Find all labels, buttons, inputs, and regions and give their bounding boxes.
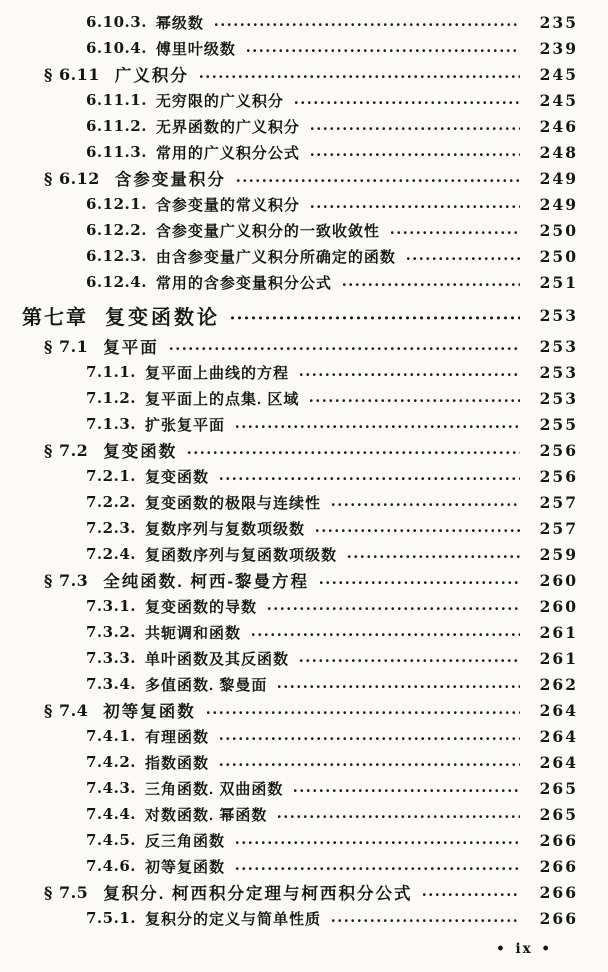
toc-entry-number: 第七章: [22, 306, 88, 329]
toc-entry: [44, 437, 578, 463]
toc-entry: [86, 191, 578, 217]
toc-entry-page: 259: [539, 544, 578, 564]
toc-entry-number: 7.2.4.: [86, 545, 136, 563]
toc-entry-page: 266: [539, 882, 578, 902]
toc-entry: [44, 61, 578, 87]
dot-leader: [298, 359, 520, 385]
toc-entry-title: 含参变量积分: [114, 171, 226, 189]
toc-entry-number: 7.4.3.: [86, 779, 136, 797]
toc-entry-number: § 7.3: [44, 570, 89, 590]
toc-entry-page: 265: [539, 804, 578, 824]
toc-entry-title: 指数函数: [144, 754, 209, 772]
toc-entry-page: 253: [539, 305, 578, 325]
toc-entry-page: 266: [539, 830, 578, 850]
toc-entry-number: § 7.1: [44, 336, 89, 356]
toc-entry-title: 傅里叶级数: [155, 40, 236, 58]
toc-entry-title: 扩张复平面: [144, 416, 225, 434]
page-footer: [496, 941, 552, 957]
dot-leader: [218, 723, 520, 749]
toc-entry-number: 7.1.3.: [86, 415, 136, 433]
toc-entry-number: 6.12.1.: [86, 195, 147, 213]
toc-entry: [86, 35, 578, 61]
dot-leader: [234, 827, 520, 853]
toc-entry-page: 250: [539, 246, 578, 266]
toc-entry: [86, 723, 578, 749]
dot-leader: [235, 165, 520, 191]
toc-entry: [86, 541, 578, 567]
toc-entry-title: 含参变量的常义积分: [155, 196, 300, 214]
toc-entry: [44, 333, 578, 359]
toc-entry-page: 266: [539, 856, 578, 876]
toc-entry: [86, 411, 578, 437]
toc-entry: [86, 827, 578, 853]
toc-entry-title: 复函数序列与复函数项级数: [144, 546, 337, 564]
toc-entry-number: 7.3.1.: [86, 597, 136, 615]
toc-entry-page: 245: [539, 64, 578, 84]
toc-entry-page: 257: [539, 492, 578, 512]
toc-entry: [86, 243, 578, 269]
toc-entry-page: 262: [539, 674, 578, 694]
toc-entry-number: 7.4.6.: [86, 857, 136, 875]
dot-leader: [346, 541, 520, 567]
toc-entry-title: 复变函数的极限与连续性: [144, 494, 321, 512]
toc-entry-page: 260: [539, 570, 578, 590]
toc-entry-title: 复变函数: [103, 443, 178, 461]
toc-entry-title: 复平面: [103, 339, 159, 357]
toc-entry: [86, 489, 578, 515]
toc-entry-number: 6.12.3.: [86, 247, 147, 265]
toc-entry-page: 265: [539, 778, 578, 798]
toc-entry: [86, 619, 578, 645]
toc-entry-title: 三角函数. 双曲函数: [144, 780, 284, 798]
toc-entry-title: 有理函数: [144, 728, 209, 746]
toc-entry-title: 由含参变量广义积分所确定的函数: [155, 248, 396, 266]
toc-entry-title: 幂级数: [155, 14, 204, 32]
toc-entry-number: 6.11.2.: [86, 117, 147, 135]
dot-leader: [245, 35, 520, 61]
dot-leader: [276, 671, 520, 697]
toc-entry-page: 256: [539, 440, 578, 460]
dot-leader: [330, 489, 520, 515]
dot-leader: [205, 697, 520, 723]
toc-entry-title: 反三角函数: [144, 832, 225, 850]
toc-entry-number: 7.3.3.: [86, 649, 136, 667]
toc-entry-page: 264: [539, 752, 578, 772]
toc-entry-title: 对数函数. 幂函数: [144, 806, 268, 824]
toc-entry-page: 255: [539, 414, 578, 434]
toc-entry: [86, 269, 578, 295]
dot-leader: [309, 113, 520, 139]
toc-entry: [86, 87, 578, 113]
toc-entry-page: 261: [539, 622, 578, 642]
toc-entry-number: 6.10.3.: [86, 13, 147, 31]
footer-page-number: • ix •: [496, 941, 552, 957]
toc-entry: [22, 297, 578, 333]
toc-entry-title: 复积分的定义与简单性质: [144, 910, 321, 928]
toc-entry-title: 常用的含参变量积分公式: [155, 274, 332, 292]
toc-entry-page: 266: [539, 908, 578, 928]
dot-leader: [218, 463, 520, 489]
toc-entry: [44, 697, 578, 723]
dot-leader: [292, 775, 520, 801]
toc-entry-page: 246: [539, 116, 578, 136]
toc-entry: [86, 463, 578, 489]
dot-leader: [186, 437, 520, 463]
toc-entry: [86, 853, 578, 879]
toc-entry-title: 复变函数: [144, 468, 209, 486]
toc-entry: [86, 139, 578, 165]
toc-entry: [86, 775, 578, 801]
toc-entry: [86, 671, 578, 697]
toc-entry: [86, 515, 578, 541]
toc-entry-title: 含参变量广义积分的一致收敛性: [155, 222, 380, 240]
toc-entry-page: 251: [539, 272, 578, 292]
toc-entry: [86, 9, 578, 35]
toc-entry-number: § 6.11: [44, 64, 100, 84]
toc-entry-title: 多值函数. 黎曼面: [144, 676, 268, 694]
toc-entry: [86, 801, 578, 827]
toc-entry: [86, 749, 578, 775]
toc-entry-page: 264: [539, 700, 578, 720]
toc-entry-page: 235: [539, 12, 578, 32]
dot-leader: [318, 567, 520, 593]
toc-entry-title: 无界函数的广义积分: [155, 118, 300, 136]
toc-entry: [44, 165, 578, 191]
toc-entry-page: 248: [539, 142, 578, 162]
dot-leader: [234, 853, 520, 879]
toc-entry-page: 249: [539, 168, 578, 188]
toc-entry-page: 253: [539, 362, 578, 382]
toc-entry-title: 无穷限的广义积分: [155, 92, 284, 110]
toc-entry-title: 复积分. 柯西积分定理与柯西积分公式: [103, 885, 413, 903]
toc-entry-number: § 7.4: [44, 700, 89, 720]
toc-entry-number: 6.10.4.: [86, 39, 147, 57]
toc-entry-title: 全纯函数. 柯西-黎曼方程: [103, 573, 309, 591]
dot-leader: [309, 191, 520, 217]
toc-entry-title: 共轭调和函数: [144, 624, 241, 642]
toc-entry-number: 7.2.3.: [86, 519, 136, 537]
toc-entry-number: 6.12.2.: [86, 221, 147, 239]
toc-entry-page: 256: [539, 466, 578, 486]
toc-entry: [44, 879, 578, 905]
dot-leader: [314, 515, 520, 541]
toc-entry-title: 常用的广义积分公式: [155, 144, 300, 162]
toc-entry-title: 复数序列与复数项级数: [144, 520, 305, 538]
toc-entry-number: 7.3.2.: [86, 623, 136, 641]
toc-entry-page: 257: [539, 518, 578, 538]
toc-entry-title: 单叶函数及其反函数: [144, 650, 289, 668]
dot-leader: [421, 879, 520, 905]
toc-entry-title: 复平面上的点集. 区域: [144, 390, 300, 408]
dot-leader: [293, 87, 520, 113]
dot-leader: [330, 905, 520, 931]
toc-entry-number: 6.11.3.: [86, 143, 147, 161]
toc-entry-number: 7.1.1.: [86, 363, 136, 381]
toc-entry-page: 249: [539, 194, 578, 214]
toc-entry-number: § 6.12: [44, 168, 100, 188]
dot-leader: [198, 61, 520, 87]
toc-entry-page: 253: [539, 388, 578, 408]
toc-entry-number: 7.4.1.: [86, 727, 136, 745]
toc-entry-title: 初等复函数: [103, 703, 196, 721]
toc-entry-page: 250: [539, 220, 578, 240]
dot-leader: [266, 593, 520, 619]
dot-leader: [341, 269, 520, 295]
toc-entry-number: 7.2.2.: [86, 493, 136, 511]
dot-leader: [234, 411, 520, 437]
dot-leader: [389, 217, 520, 243]
dot-leader: [276, 801, 520, 827]
toc-entry: [86, 385, 578, 411]
toc-entry-number: 6.12.4.: [86, 273, 147, 291]
dot-leader: [308, 385, 520, 411]
toc-entry-number: 7.4.2.: [86, 753, 136, 771]
dot-leader: [218, 749, 520, 775]
toc-entry-number: § 7.2: [44, 440, 89, 460]
toc-entry-page: 253: [539, 336, 578, 356]
toc-entry: [86, 593, 578, 619]
toc-entry-number: 7.1.2.: [86, 389, 136, 407]
dot-leader: [168, 333, 520, 359]
dot-leader: [250, 619, 520, 645]
toc-entry: [44, 567, 578, 593]
toc-entry: [86, 113, 578, 139]
toc-entry-number: 7.4.4.: [86, 805, 136, 823]
toc-entry-title: 初等复函数: [144, 858, 225, 876]
dot-leader: [229, 297, 520, 333]
toc-entry-number: 7.4.5.: [86, 831, 136, 849]
toc-entry-number: § 7.5: [44, 882, 89, 902]
toc-entry-page: 260: [539, 596, 578, 616]
dot-leader: [405, 243, 520, 269]
toc-entry-page: 261: [539, 648, 578, 668]
toc-entry-title: 广义积分: [114, 67, 189, 85]
toc-entry-title: 复变函数的导数: [144, 598, 257, 616]
toc-entry: [86, 217, 578, 243]
toc-entry-number: 6.11.1.: [86, 91, 147, 109]
toc-entry-title: 复平面上曲线的方程: [144, 364, 289, 382]
toc-entry: [86, 359, 578, 385]
dot-leader: [213, 9, 520, 35]
dot-leader: [309, 139, 520, 165]
toc-entry-number: 7.2.1.: [86, 467, 136, 485]
toc-entry: [86, 645, 578, 671]
toc-entry-title: 复变函数论: [105, 306, 220, 329]
toc-entry: [86, 905, 578, 931]
toc-entry-page: 245: [539, 90, 578, 110]
toc-entry-number: 7.3.4.: [86, 675, 136, 693]
toc-entry-page: 239: [539, 38, 578, 58]
toc-entry-number: 7.5.1.: [86, 909, 136, 927]
dot-leader: [298, 645, 520, 671]
toc-entry-page: 264: [539, 726, 578, 746]
